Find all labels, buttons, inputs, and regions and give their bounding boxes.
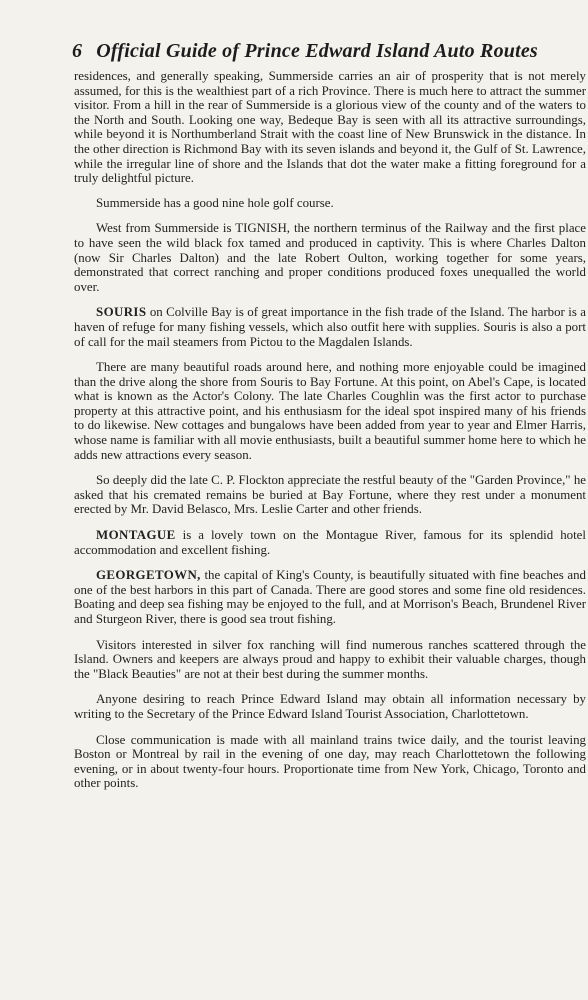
paragraph-text: West from Summerside is TIGNISH, the northern terminus of the Railway and the first place to have seen the wild black fox tamed and produced in captivity. This is where Charles Dalton (now Sir Charles Dalton) and the late Robert Oulton, working together for some years, demonstrated that correct ranching and proper conditions produced foxes unequalled the world over. (74, 221, 586, 294)
page-number: 6 (72, 40, 83, 62)
paragraph-text: So deeply did the late C. P. Flockton appreciate the restful beauty of the "Garden Province," he asked that his cremated remains be buried at Bay Fortune, where they rest under a monument erected by Mr. David Belasco, Mrs. Leslie Carter and other friends. (74, 473, 586, 517)
paragraph-text: the capital of King's County, is beautifully situated with fine beaches and one of the best harbors in this part of Canada. There are good stores and some fine old residences. Boating and deep sea fishing may be enjoyed to the full, and at Morrison's Beach, Brundenel River and Sturgeon River, there is good sea trout fishing. (74, 568, 586, 626)
paragraph-lead: GEORGETOWN, (96, 568, 201, 583)
paragraph-text: Visitors interested in silver fox ranching will find numerous ranches scattered through the Island. Owners and keepers are always proud and happy to exhibit their valuable charges, though the "Black Beauties" are not at their best during the summer months. (74, 637, 586, 681)
paragraph-text: on Colville Bay is of great importance in the fish trade of the Island. The harbor is a haven of refuge for many fishing vessels, which also outfit here with supplies. Souris is also a port of call for the mail steamers from Pictou to the Magdalen Islands. (74, 305, 586, 349)
paragraph-text: residences, and generally speaking, Summerside carries an air of prosperity that is not merely assumed, for this is the wealthiest part of a rich Province. There is much here to attract the summer visitor. From a hill in the rear of Summerside is a glorious view of the county and of the waters to the North and South. Looking one way, Bedeque Bay is seen with all its attractive surroundings, while beyond it is Northumberland Strait with the coast line of New Brunswick in the distance. In the other direction is Richmond Bay with its seven islands and beyond it, the Gulf of St. Lawrence, while the irregular line of shore and the Islands that dot the water make a fitting foreground for a truly delightful picture. (74, 69, 586, 186)
paragraph-lead: MONTAGUE (96, 528, 176, 543)
paragraph-lead: SOURIS (96, 305, 147, 320)
paragraph-fox-ranching (74, 638, 586, 682)
paragraph-tignish (74, 221, 586, 294)
paragraph-souris (74, 305, 586, 349)
paragraph-text: Close communication is made with all mainland trains twice daily, and the tourist leaving Boston or Montreal by rail in the evening of one day, may reach Charlottetown the following evening, or in about twenty-four hours. Proportionate time from New York, Chicago, Toronto and other points. (74, 732, 586, 791)
paragraph-text: There are many beautiful roads around here, and nothing more enjoyable could be imagined than the drive along the shore from Souris to Bay Fortune. At this point, on Abel's Cape, is located what is known as the Actor's Colony. The late Charles Coughlin was the first actor to purchase property at this attractive point, and his enthusiasm for the ideal spot inspired many of his friends to do likewise. New cottages and bungalows have been added from year to year and Elmer Harris, whose name is familiar with all movie enthusiasts, built a beautiful summer home here to which he adds new attractions every season. (74, 360, 586, 462)
body-text (74, 69, 586, 791)
paragraph-golf (74, 196, 586, 211)
paragraph-flockton (74, 473, 586, 517)
paragraph-information (74, 692, 586, 721)
paragraph-text: is a lovely town on the Montague River, famous for its splendid hotel accommodation and excellent fishing. (74, 528, 586, 557)
paragraph-text: Anyone desiring to reach Prince Edward Island may obtain all information necessary by writing to the Secretary of the Prince Edward Island Tourist Association, Charlottetown. (74, 692, 586, 721)
paragraph-text: Summerside has a good nine hole golf course. (96, 195, 334, 210)
paragraph-summerside-view (74, 69, 586, 186)
paragraph-montague (74, 528, 586, 557)
running-title: Official Guide of Prince Edward Island Auto Routes (96, 40, 538, 62)
paragraph-actors-colony (74, 360, 586, 462)
paragraph-georgetown (74, 568, 586, 626)
paragraph-train-connections (74, 733, 586, 791)
page-header (72, 40, 588, 63)
